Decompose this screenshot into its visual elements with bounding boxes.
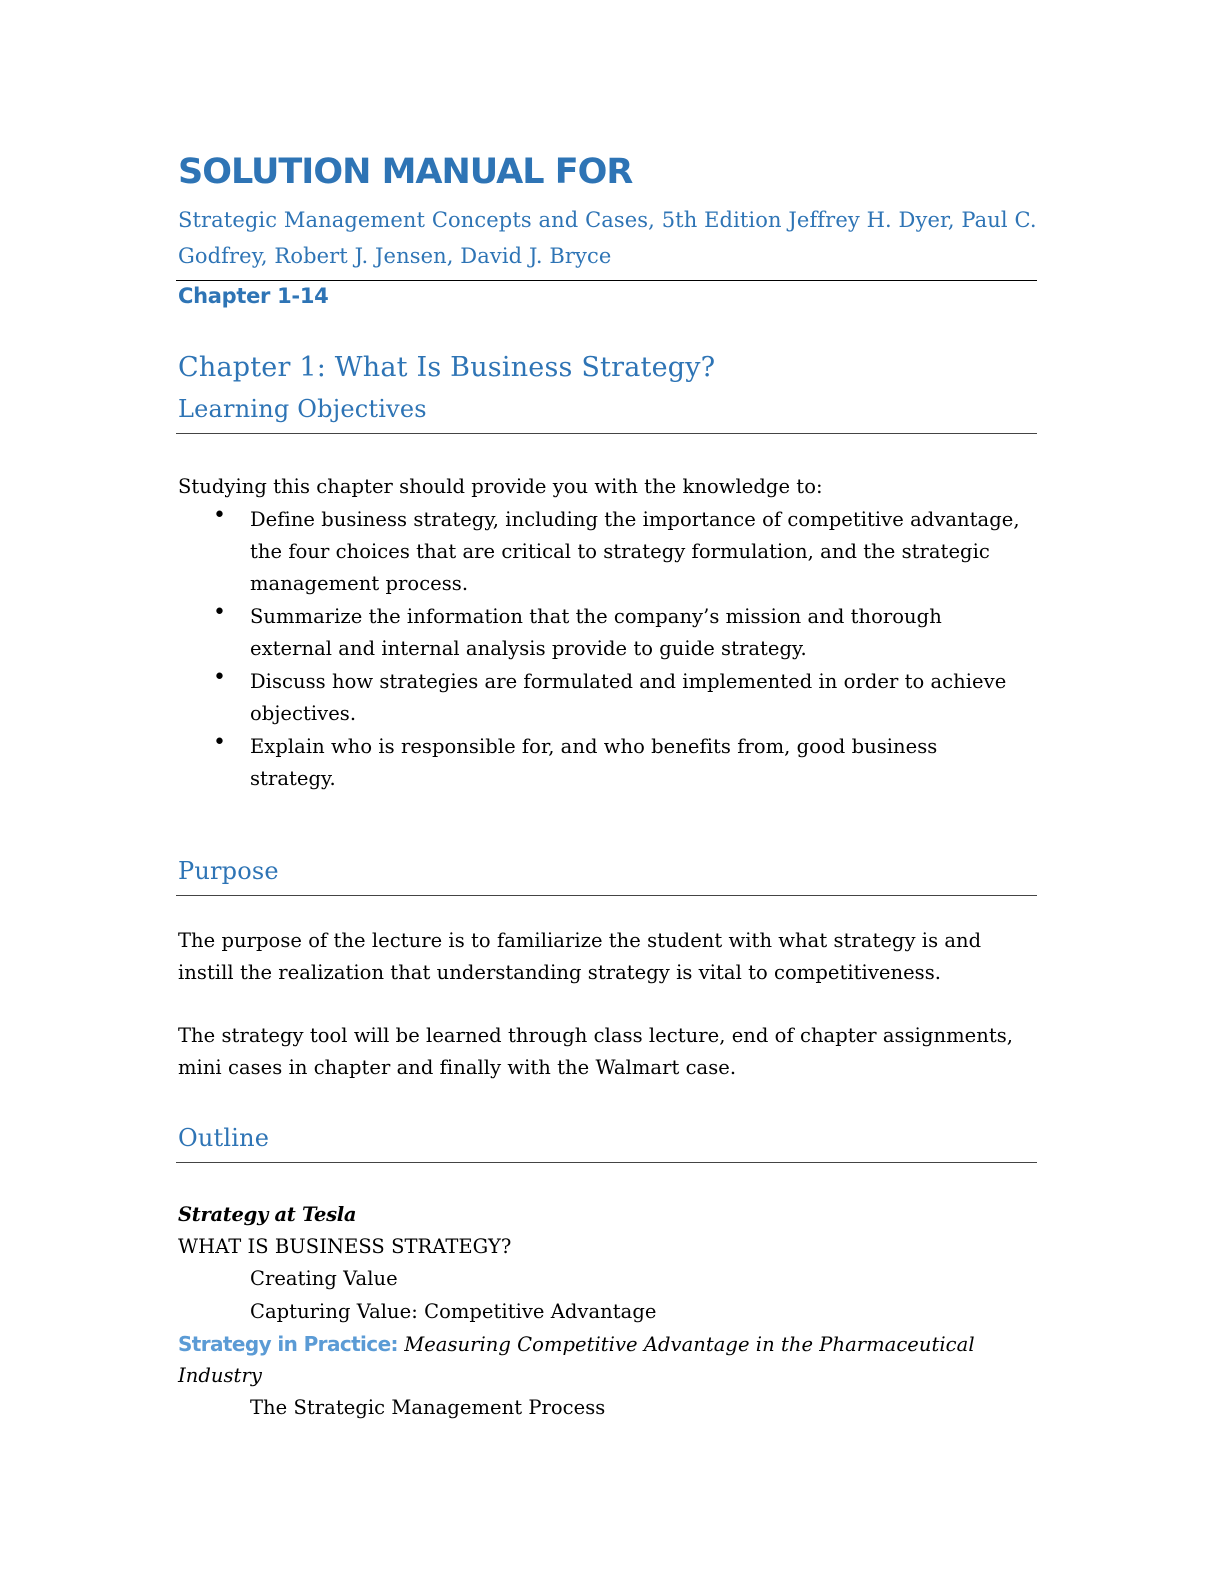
outline-heading: Outline <box>178 1124 270 1152</box>
strategy-in-practice-label: Strategy in Practice: <box>178 1332 398 1356</box>
objective-3-line-1: Discuss how strategies are formulated and implemented in order to achieve <box>250 670 1007 693</box>
purpose-para-1-line-2: instill the realization that understanding strategy is vital to competitiveness. <box>178 961 942 984</box>
objective-2-line-1: Summarize the information that the company’s mission and thorough <box>250 605 942 628</box>
objectives-intro: Studying this chapter should provide you with the knowledge to: <box>178 475 823 498</box>
outline-item-capturing-value: Capturing Value: Competitive Advantage <box>250 1300 657 1323</box>
objective-1-line-2: the four choices that are critical to strategy formulation, and the strategic <box>250 540 990 563</box>
strategy-in-practice-line <box>178 1328 975 1361</box>
objective-4-line-1: Explain who is responsible for, and who benefits from, good business <box>250 735 938 758</box>
book-title-line-2: Godfrey, Robert J. Jensen, David J. Bryce <box>178 244 612 268</box>
bullet-icon: • <box>213 503 226 528</box>
outline-divider <box>176 1162 1037 1163</box>
purpose-divider <box>176 895 1037 896</box>
document-title: SOLUTION MANUAL FOR <box>178 152 633 192</box>
strategy-in-practice-title: Measuring Competitive Advantage in the Pharmaceutical <box>404 1333 975 1356</box>
chapter-heading: Chapter 1: What Is Business Strategy? <box>178 352 716 383</box>
purpose-para-2-line-2: mini cases in chapter and finally with the Walmart case. <box>178 1056 737 1079</box>
objective-4-line-2: strategy. <box>250 767 336 790</box>
objective-1-line-3: management process. <box>250 572 469 595</box>
outline-section-heading: WHAT IS BUSINESS STRATEGY? <box>178 1235 512 1258</box>
opening-case-title: Strategy at Tesla <box>178 1203 357 1226</box>
purpose-para-1-line-1: The purpose of the lecture is to familiarize the student with what strategy is and <box>178 929 982 952</box>
book-title-line-1: Strategic Management Concepts and Cases, 5th Edition Jeffrey H. Dyer, Paul C. <box>178 208 1037 232</box>
chapter-range: Chapter 1-14 <box>178 284 329 308</box>
bullet-icon: • <box>213 665 226 690</box>
bullet-icon: • <box>213 600 226 625</box>
purpose-para-2-line-1: The strategy tool will be learned through class lecture, end of chapter assignments, <box>178 1024 1014 1047</box>
learning-objectives-heading: Learning Objectives <box>178 395 427 423</box>
strategy-in-practice-title-cont: Industry <box>178 1364 262 1387</box>
outline-item-creating-value: Creating Value <box>250 1267 398 1290</box>
objective-3-line-2: objectives. <box>250 702 357 725</box>
purpose-heading: Purpose <box>178 857 279 885</box>
header-divider <box>176 280 1037 281</box>
outline-item-strategic-management-process: The Strategic Management Process <box>250 1396 606 1419</box>
bullet-icon: • <box>213 730 226 755</box>
objectives-divider <box>176 433 1037 434</box>
objective-1-line-1: Define business strategy, including the importance of competitive advantage, <box>250 508 1020 531</box>
objective-2-line-2: external and internal analysis provide to guide strategy. <box>250 637 807 660</box>
